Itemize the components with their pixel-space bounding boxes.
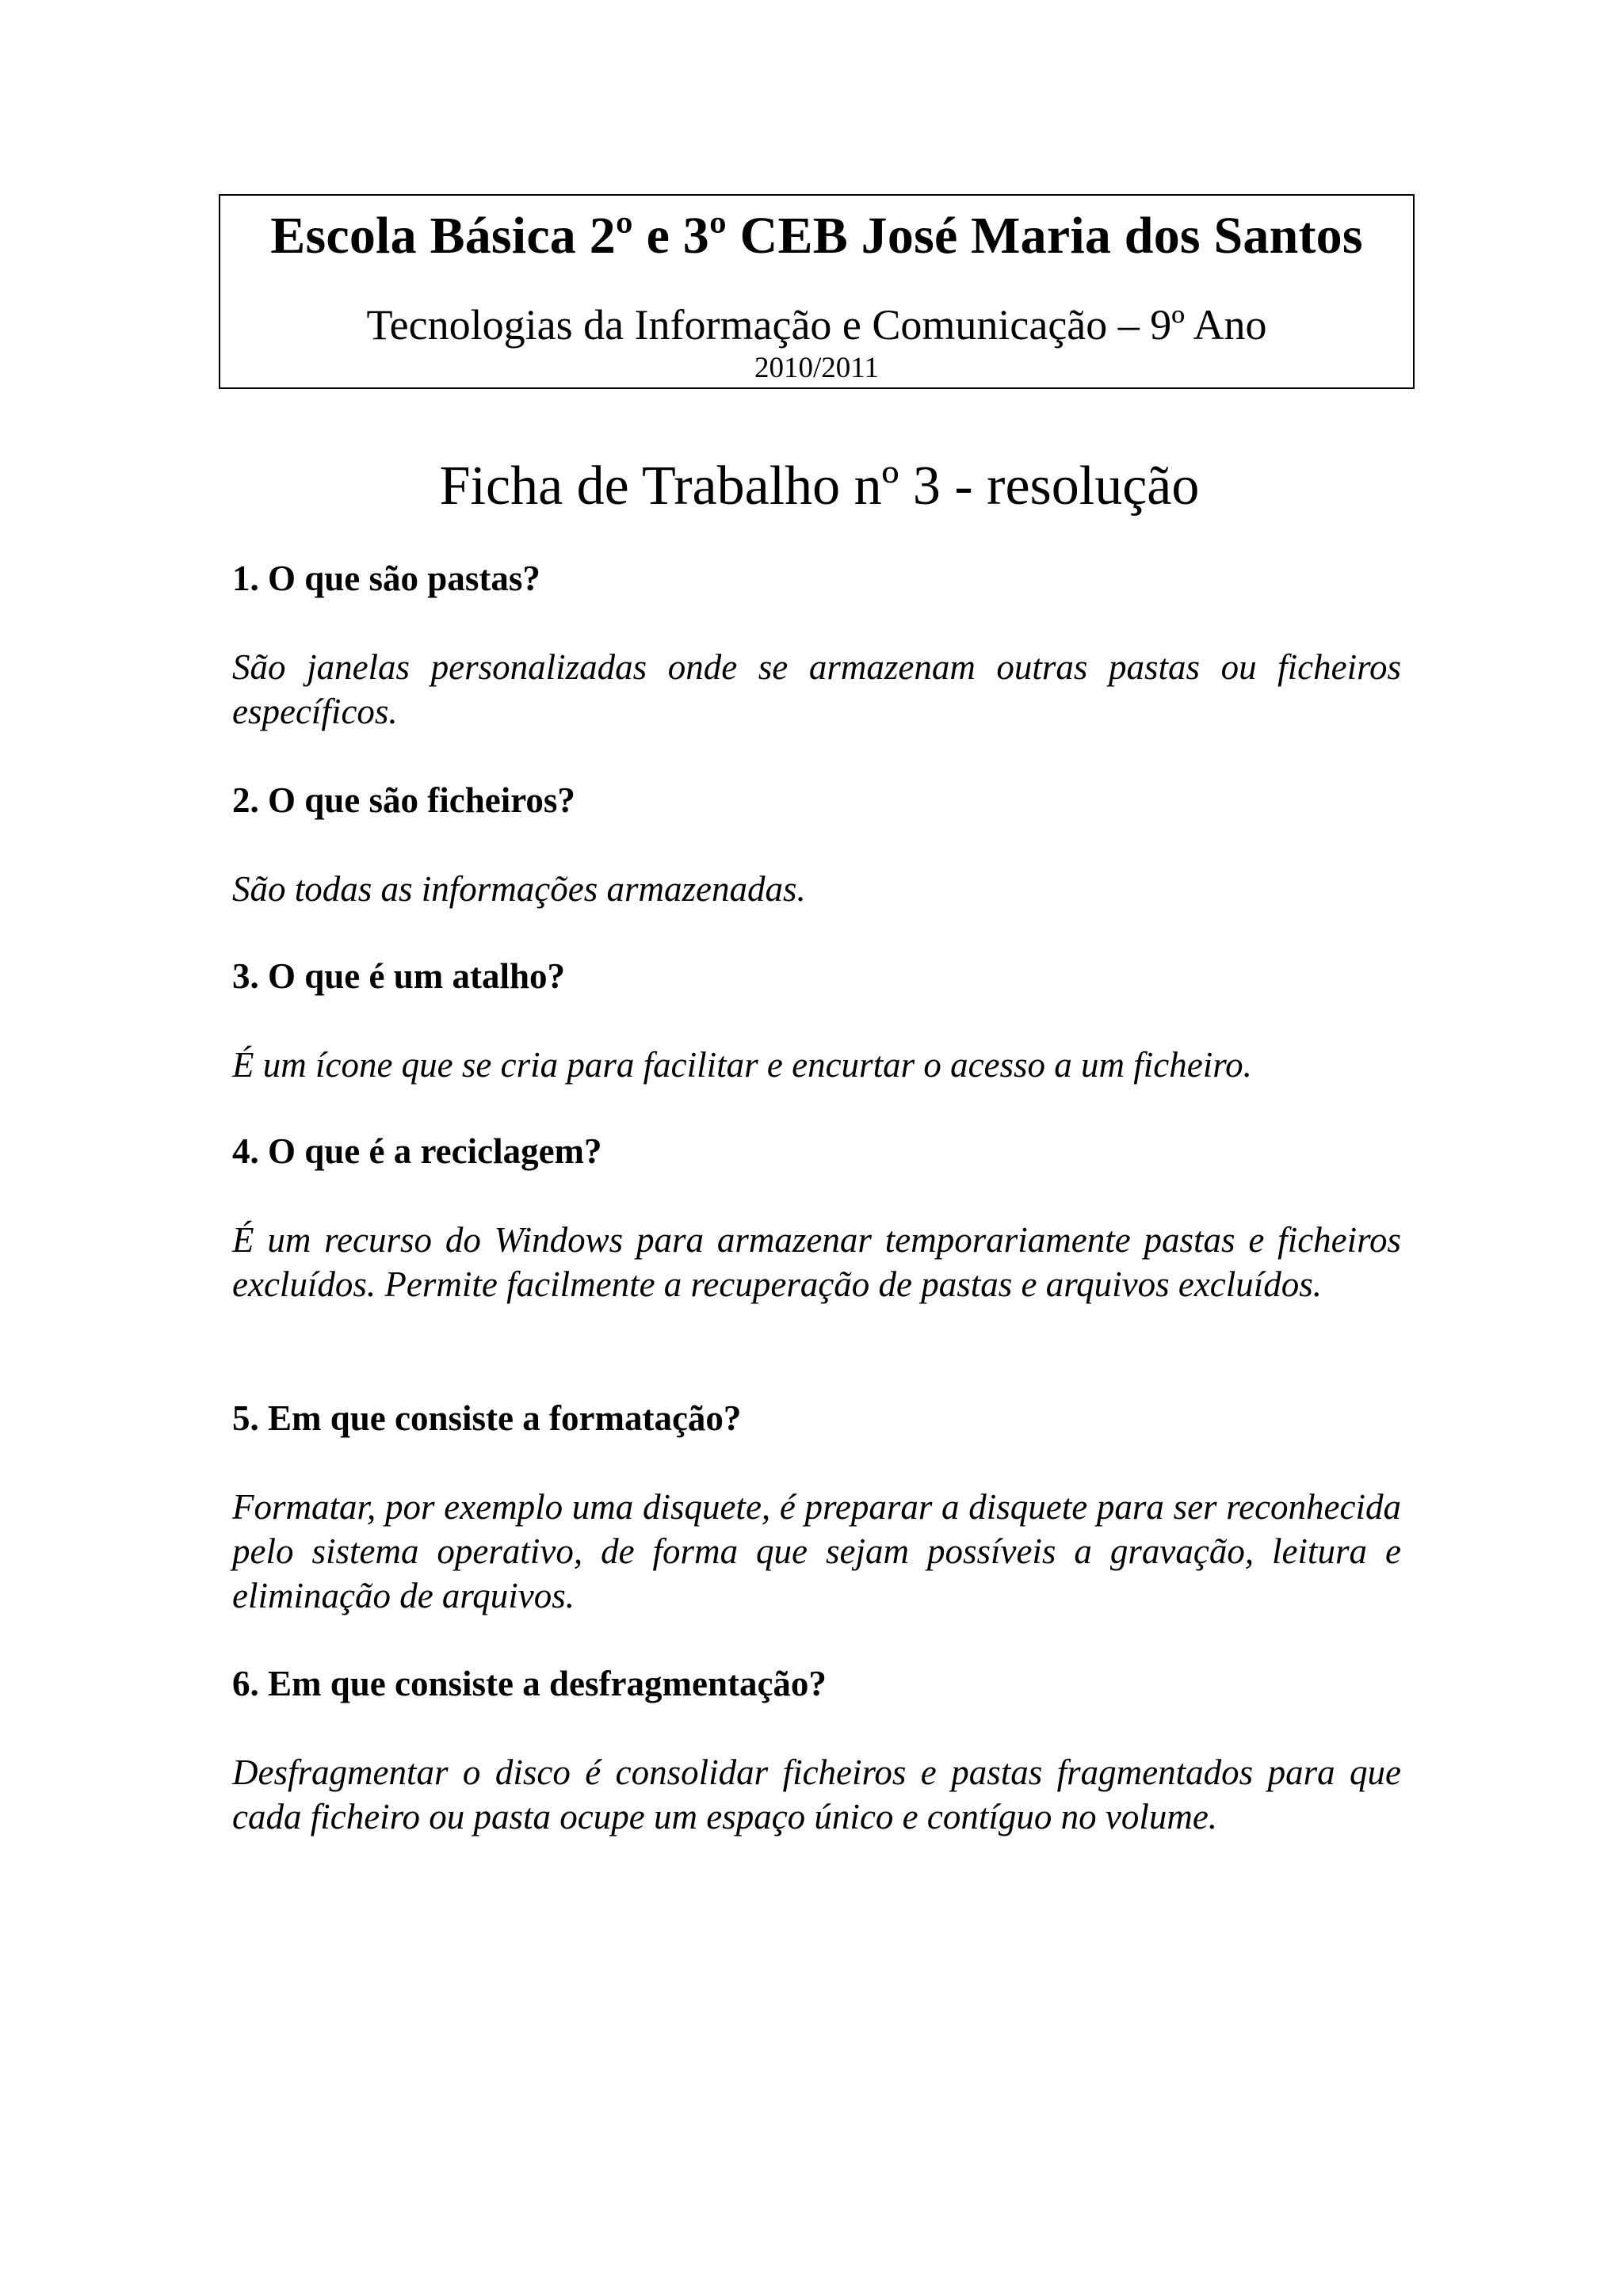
question-1: 1. O que são pastas? [232,559,540,598]
answer-5: Formatar, por exemplo uma disquete, é preparar a disquete para ser reconhecida pelo sistema operativo, de forma que sejam possíveis a gravação, leitura e eliminação de arquivos. [232,1487,1401,1615]
answer-1: São janelas personalizadas onde se armazenam outras pastas ou ficheiros específicos. [232,647,1401,731]
question-block-5 [232,1396,1401,1618]
subject-line: Tecnologias da Informação e Comunicação – 9º Ano [366,301,1267,349]
question-block-4 [232,1129,1401,1306]
question-5: 5. Em que consiste a formatação? [232,1398,742,1438]
answer-4: É um recurso do Windows para armazenar temporariamente pastas e ficheiros excluídos. Permite facilmente a recuperação de pastas e arquivos excluídos. [232,1220,1401,1304]
question-block-1 [232,556,1401,734]
school-year: 2010/2011 [754,352,879,384]
question-6: 6. Em que consiste a desfragmentação? [232,1664,827,1703]
question-block-3 [232,954,1401,1087]
question-3: 3. O que é um atalho? [232,956,566,996]
header-box [219,194,1415,389]
question-block-6 [232,1661,1401,1839]
question-block-2 [232,778,1401,911]
answer-2: São todas as informações armazenadas. [232,869,806,909]
sheet-title: Ficha de Trabalho nº 3 - resolução [439,456,1200,517]
question-2: 2. O que são ficheiros? [232,780,575,820]
answer-6: Desfragmentar o disco é consolidar ficheiros e pastas fragmentados para que cada ficheiro ou pasta ocupe um espaço único e contíguo no volume. [232,1753,1401,1836]
answer-3: É um ícone que se cria para facilitar e encurtar o acesso a um ficheiro. [232,1045,1252,1085]
school-name: Escola Básica 2º e 3º CEB José Maria dos Santos [270,207,1363,265]
question-4: 4. O que é a reciclagem? [232,1131,602,1171]
